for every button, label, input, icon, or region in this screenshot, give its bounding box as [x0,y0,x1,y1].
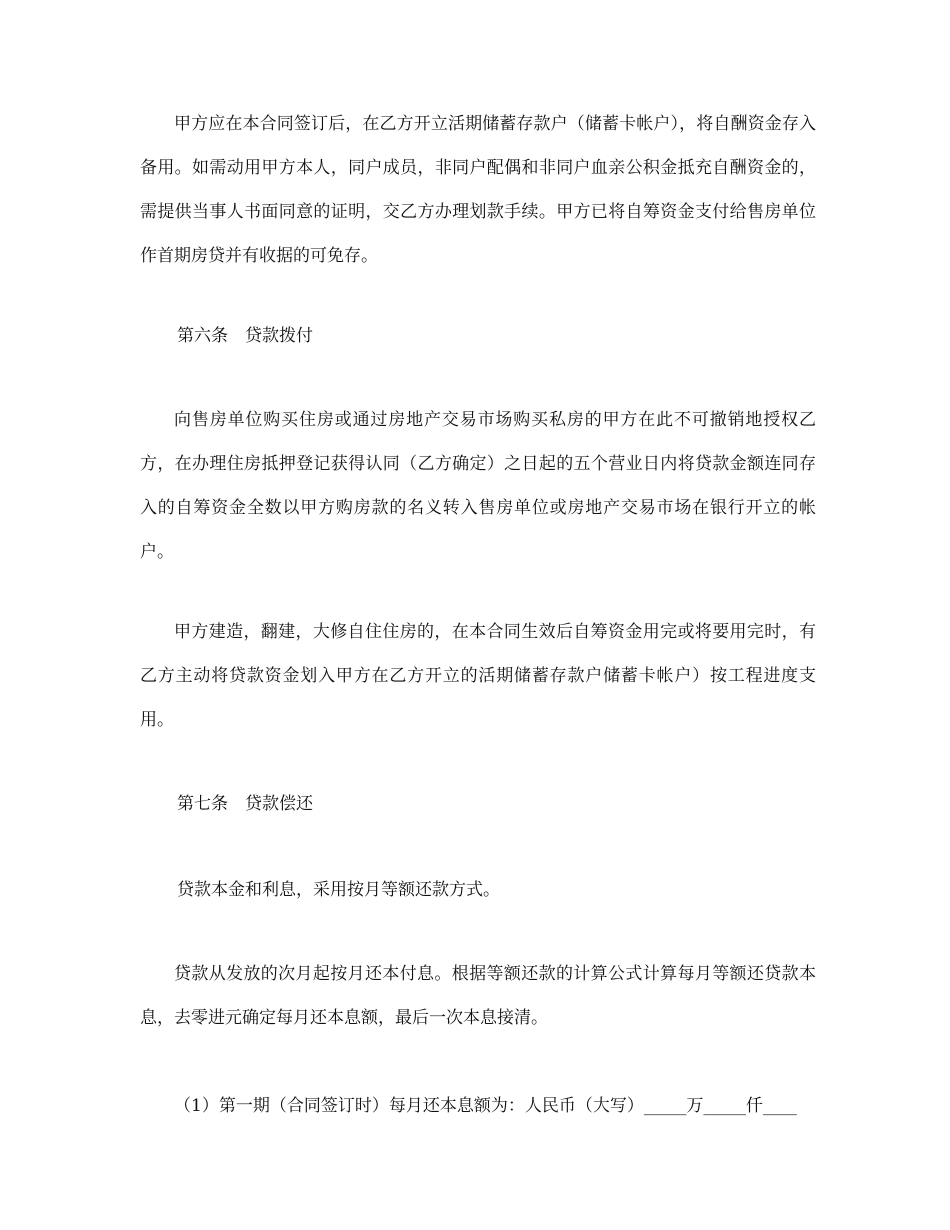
article-7-heading: 第七条 贷款偿还 [177,794,313,814]
article-6-heading: 第六条 贷款拨付 [177,326,313,346]
paragraph-loan-disbursement: 向售房单位购买住房或通过房地产交易市场购买私房的甲方在此不可撤销地授权乙方，在办理住房抵押登记获得认同（乙方确定）之日起的五个营业日内将贷款金额连同存入的自筹资金全数以甲方购房款的名义转入售房单位或房地产交易市场在银行开立的帐户。 [140,410,816,562]
paragraph-repayment-method: 贷款本金和利息，采用按月等额还款方式。 [177,880,500,900]
paragraph-first-period-amount: （1）第一期（合同签订时）每月还本息额为：人民币（大写）_____万_____仟____ [174,1096,797,1116]
paragraph-self-build-disbursement: 甲方建造，翻建，大修自住住房的，在本合同生效后自筹资金用完或将要用完时，有乙方主动将贷款资金划入甲方在乙方开立的活期储蓄存款户储蓄卡帐户）按工程进度支用。 [140,622,816,730]
paragraph-self-funds-deposit: 甲方应在本合同签订后，在乙方开立活期储蓄存款户（储蓄卡帐户），将自酬资金存入备用。如需动用甲方本人，同户成员，非同户配偶和非同户血亲公积金抵充自酬资金的，需提供当事人书面同意的证明，交乙方办理划款手续。甲方已将自筹资金支付给售房单位作首期房贷并有收据的可免存。 [140,114,816,266]
paragraph-monthly-repayment: 贷款从发放的次月起按月还本付息。根据等额还款的计算公式计算每月等额还贷款本息，去零进元确定每月还本息额，最后一次本息接清。 [140,964,816,1028]
